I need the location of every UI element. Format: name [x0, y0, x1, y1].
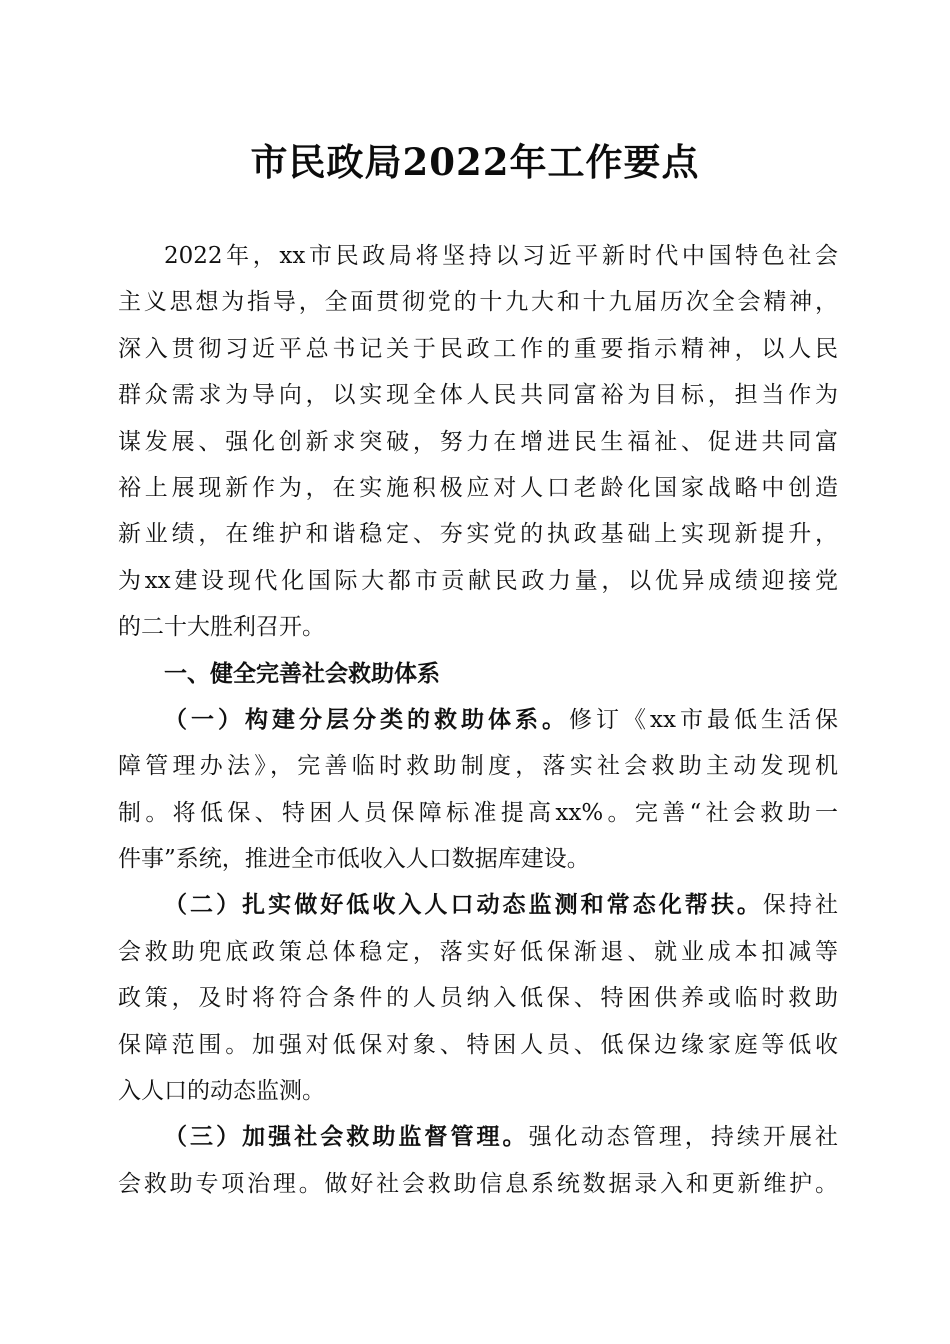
item-3-first-line: [118, 1114, 838, 1160]
item-2-lead: （二）扎实做好低收入人口动态监测和常态化帮扶。: [164, 891, 763, 919]
item-2-first-line-rest: 保持社: [762, 892, 839, 919]
intro-line-8: 为xx建设现代化国际大都市贡献民政力量，以优异成绩迎接党: [118, 567, 838, 594]
item-2-first-line: [118, 882, 838, 928]
item-2-line-2: 会救助兜底政策总体稳定，落实好低保渐退、就业成本扣减等: [118, 938, 838, 965]
item-1-lead: （一）构建分层分类的救助体系。: [164, 705, 570, 733]
item-2-line-5: 入人口的动态监测。: [118, 1078, 325, 1105]
intro-line-1: 2022年，xx市民政局将坚持以习近平新时代中国特色社会: [164, 243, 838, 269]
item-2-line-4: 保障范围。加强对低保对象、特困人员、低保边缘家庭等低收: [118, 1031, 838, 1058]
section-heading: 一、健全完善社会救助体系: [164, 660, 440, 687]
intro-line-7: 新业绩，在维护和谐稳定、夯实党的执政基础上实现新提升，: [118, 521, 838, 548]
intro-line-9: 的二十大胜利召开。: [118, 614, 325, 641]
intro-line-3: 深入贯彻习近平总书记关于民政工作的重要指示精神，以人民: [118, 335, 838, 362]
item-1-line-3: 制。将低保、特困人员保障标准提高xx%。完善“社会救助一: [118, 799, 838, 826]
item-1-line-2: 障管理办法》，完善临时救助制度，落实社会救助主动发现机: [118, 753, 838, 780]
item-2-line-3: 政策，及时将符合条件的人员纳入低保、特困供养或临时救助: [118, 985, 838, 1012]
document-body: [118, 233, 838, 1207]
intro-line-4: 群众需求为导向，以实现全体人民共同富裕为目标，担当作为: [118, 382, 838, 409]
item-3-line-2: 会救助专项治理。做好社会救助信息系统数据录入和更新维护。: [118, 1170, 838, 1197]
intro-line-2: 主义思想为指导，全面贯彻党的十九大和十九届历次全会精神，: [118, 289, 838, 316]
intro-line-5: 谋发展、强化创新求突破，努力在增进民生福祉、促进共同富: [118, 428, 838, 455]
document-title: 市民政局2022年工作要点: [250, 140, 700, 184]
item-1-first-line-rest: 修订《xx市最低生活保: [569, 706, 838, 733]
item-3-first-line-rest: 强化动态管理，持续开展社: [528, 1124, 839, 1151]
item-1-first-line: [118, 697, 838, 743]
intro-line-6: 裕上展现新作为，在实施积极应对人口老龄化国家战略中创造: [118, 474, 838, 501]
item-1-line-4: 件事”系统，推进全市低收入人口数据库建设。: [118, 846, 590, 873]
item-3-lead: （三）加强社会救助监督管理。: [164, 1123, 529, 1151]
